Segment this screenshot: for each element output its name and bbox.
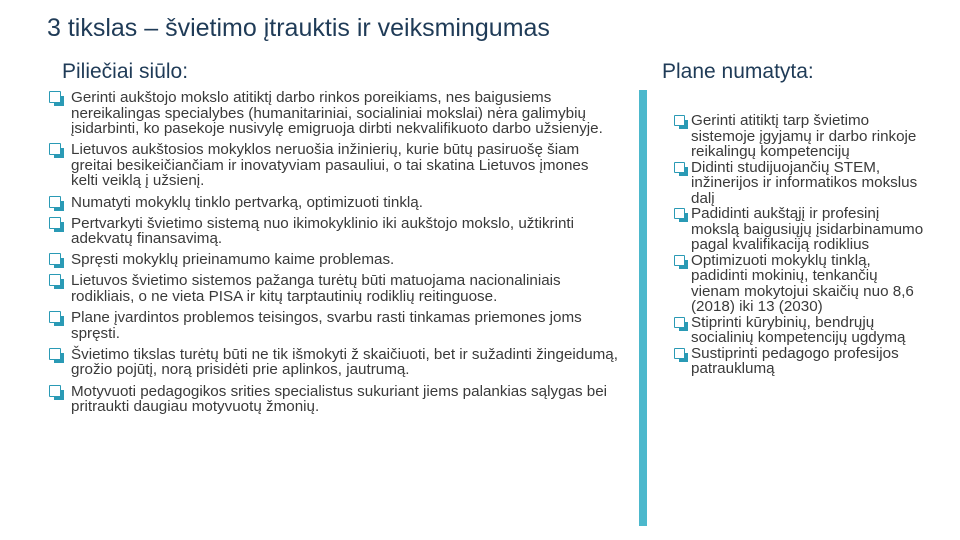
list-item-text: Plane įvardintos problemos teisingos, svarbu rasti tinkamas priemones joms spręsti. [71, 309, 582, 342]
checkbox-square-icon [674, 348, 685, 359]
left-column-heading: Piliečiai siūlo: [62, 60, 189, 83]
list-item-text: Didinti studijuojančių STEM, inžinerijos ir informatikos mokslus dalį [691, 158, 918, 207]
list-item-text: Numatyti mokyklų tinklo pertvarką, optimizuoti tinklą. [71, 193, 423, 211]
list-item-text: Stiprinti kūrybinių, bendrųjų socialinių kompetencijų ugdymą [691, 313, 906, 346]
list-item-text: Optimizuoti mokyklų tinklą, padidinti mokinių, tenkančių vienam mokytojui skaičių nuo 8,6 (2018) iki 13 (2030) [691, 251, 914, 315]
list-item-text: Spręsti mokyklų prieinamumo kaime problemas. [71, 251, 395, 269]
list-item [674, 206, 924, 253]
list-item [49, 310, 619, 341]
plan-items-list [674, 113, 924, 377]
list-item [49, 347, 619, 378]
list-item [49, 216, 619, 247]
checkbox-square-icon [49, 274, 61, 286]
checkbox-square-icon [674, 115, 685, 126]
list-item [674, 113, 924, 160]
list-item [674, 346, 924, 377]
list-item [49, 252, 619, 268]
citizens-proposals-list [49, 90, 619, 420]
list-item-text: Švietimo tikslas turėtų būti ne tik išmokyti ž skaičiuoti, bet ir sužadinti žingeidumą, grožio pojūtį, norą prisidėti prie aplinkos, jautrumą. [71, 345, 618, 379]
checkbox-square-icon [674, 162, 685, 173]
list-item [49, 384, 619, 415]
list-item-text: Lietuvos švietimo sistemos pažanga turėtų būti matuojama nacionaliniais rodikliais, o ne vieta PISA ir kitų tarptautinių rodiklių reitinguose. [71, 272, 561, 306]
list-item [49, 273, 619, 304]
list-item-text: Gerinti atitiktį tarp švietimo sistemoje įgyjamų ir darbo rinkoje reikalingų kompetencijų [691, 112, 917, 160]
list-item [49, 195, 619, 211]
list-item [49, 90, 619, 137]
slide-title: 3 tikslas – švietimo įtrauktis ir veiksmingumas [47, 14, 550, 42]
column-divider [639, 90, 647, 526]
list-item-text: Motyvuoti pedagogikos srities specialistus sukuriant jiems palankias sąlygas bei pritraukti daugiau motyvuotų žmonių. [71, 382, 608, 416]
list-item-text: Padidinti aukštąjį ir profesinį mokslą baigusiųjų įsidarbinamumo pagal kvalifikaciją rodiklius [691, 205, 924, 253]
list-item [674, 253, 924, 315]
checkbox-square-icon [49, 253, 61, 265]
checkbox-square-icon [49, 196, 61, 208]
checkbox-square-icon [49, 91, 61, 103]
list-item [674, 315, 924, 346]
checkbox-square-icon [674, 317, 685, 328]
checkbox-square-icon [674, 208, 685, 219]
checkbox-square-icon [49, 143, 61, 155]
list-item-text: Pertvarkyti švietimo sistemą nuo ikimokyklinio iki aukštojo mokslo, užtikrinti adekvatų finansavimą. [71, 214, 575, 248]
checkbox-square-icon [674, 255, 685, 266]
list-item [674, 160, 924, 207]
checkbox-square-icon [49, 311, 61, 323]
right-column-heading: Plane numatyta: [662, 60, 814, 83]
checkbox-square-icon [49, 217, 61, 229]
list-item [49, 142, 619, 189]
list-item-text: Sustiprinti pedagogo profesijos patrauklumą [691, 344, 899, 377]
list-item-text: Lietuvos aukštosios mokyklos neruošia inžinierių, kurie būtų pasiruošę šiam greitai besikeičiančiam ir inovatyviam pasauliui, o tai skatina Lietuvos įmones kelti veiklą į užsienį. [71, 141, 589, 190]
checkbox-square-icon [49, 385, 61, 397]
checkbox-square-icon [49, 348, 61, 360]
list-item-text: Gerinti aukštojo mokslo atitiktį darbo rinkos poreikiams, nes baigusiems nereikalingas specialybes (humanitariniai, socialiniai mokslai) nėra galimybių įsidarbinti, ko pasekoje nusivylę emigruoja dirbti nekvalifikuoto darbo užsienyje. [71, 89, 603, 138]
